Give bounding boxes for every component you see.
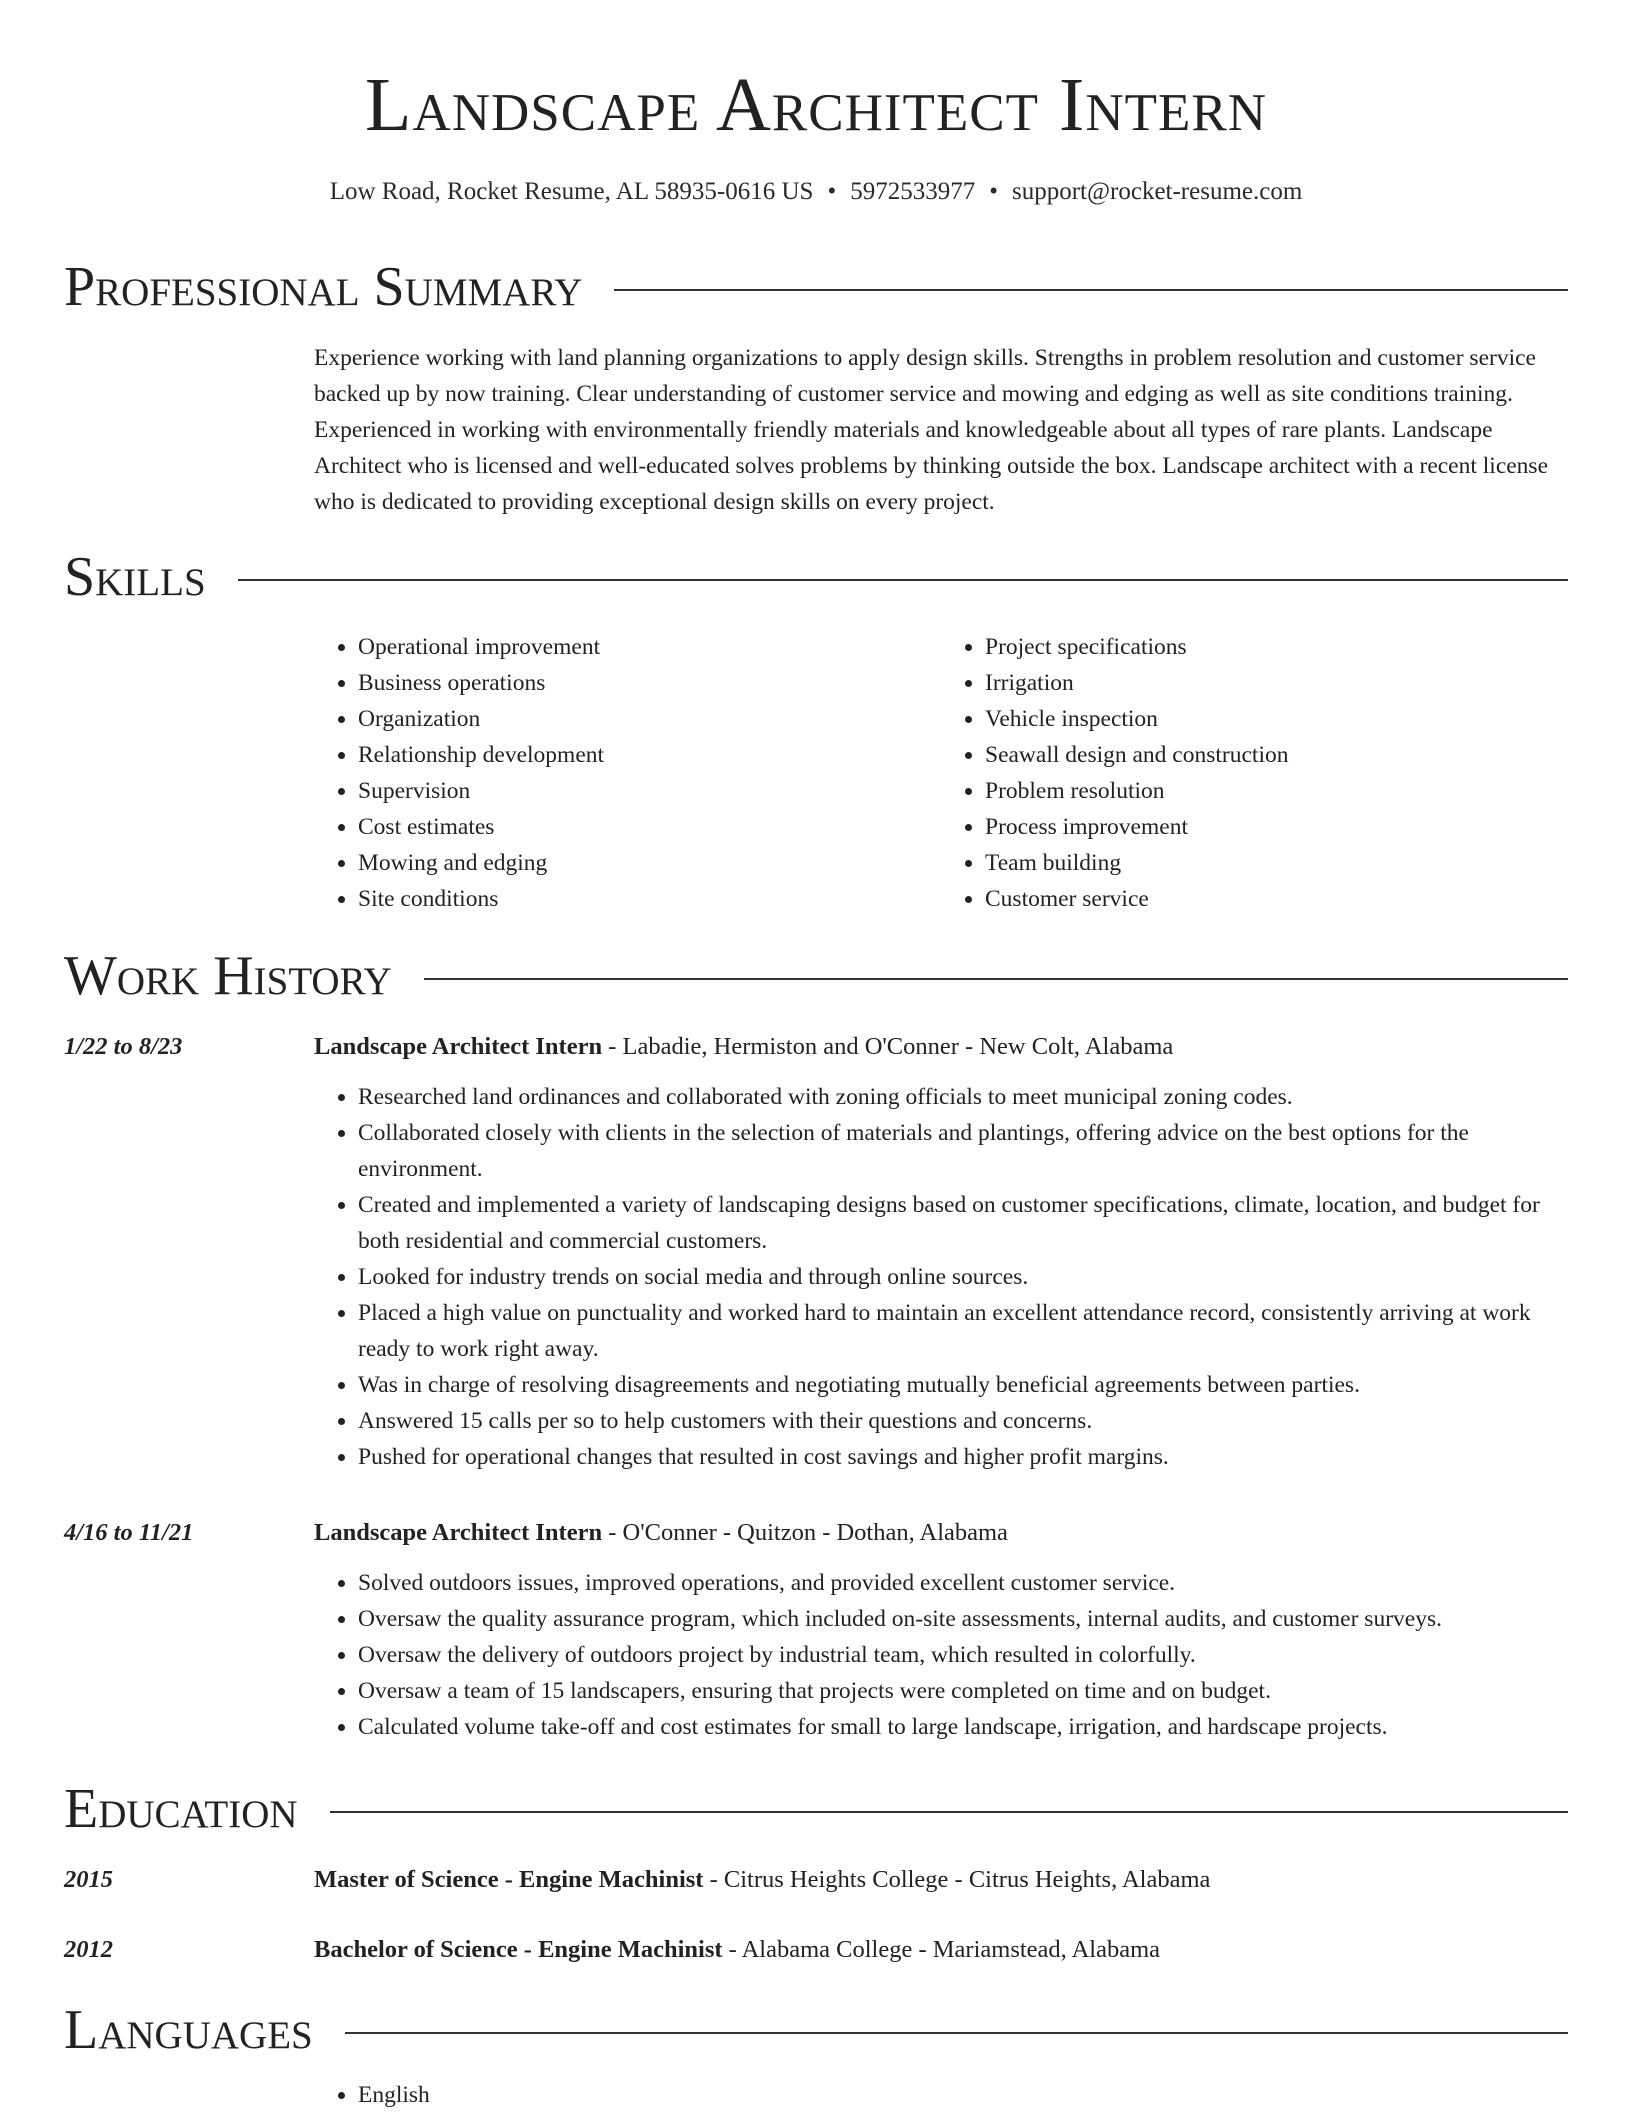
education-line: [314, 1862, 1568, 1898]
job-bullet: • Collaborated closely with clients in the selection of materials and plantings, offering advice on the best options for the environment.: [358, 1115, 1568, 1187]
job-bullet: • Oversaw the quality assurance program, which included on-site assessments, internal audits, and customer surveys.: [358, 1601, 1568, 1637]
skills-section: [64, 544, 1568, 912]
skills-column-left: [314, 629, 941, 917]
summary-body: [314, 340, 1568, 520]
job-role: Landscape Architect Intern: [314, 1519, 603, 1546]
summary-text: Experience working with land planning organizations to apply design skills. Strengths in problem resolution and customer service backed up by now training. Clear understanding of customer service and mowing and edging as well as site conditions training. Experienced in working with environmentally friendly materials and knowledgeable about all types of rare plants. Landscape Architect who is licensed and well-educated solves problems by thinking outside the box. Landscape architect with a recent license who is dedicated to providing exceptional design skills on every project.: [314, 345, 1549, 515]
languages-list: [314, 2077, 1568, 2113]
languages-section: [64, 1997, 1568, 2108]
section-title: Education: [64, 1778, 298, 1840]
education-details: - Citrus Heights College - Citrus Heights, Alabama: [703, 1866, 1211, 1893]
job-bullet: • Was in charge of resolving disagreements and negotiating mutually beneficial agreements between parties.: [358, 1367, 1568, 1403]
education-degree: Bachelor of Science - Engine Machinist: [314, 1936, 723, 1963]
job-title-line: [314, 1029, 1568, 1065]
job-dates: 1/22 to 8/23: [64, 1033, 183, 1060]
job-bullet: • Created and implemented a variety of landscaping designs based on customer specifications, climate, location, and budget for both residential and commercial customers.: [358, 1187, 1568, 1259]
job-dates: 4/16 to 11/21: [64, 1519, 194, 1546]
contact-email: support@rocket-resume.com: [1012, 178, 1303, 205]
skill-item: • Site conditions: [358, 881, 941, 917]
candidate-name: Landscape Architect Intern: [365, 63, 1267, 147]
job-entry: [314, 1029, 1568, 1475]
section-header: [64, 254, 1568, 320]
section-divider: [345, 2032, 1568, 2034]
skill-item: • Project specifications: [985, 629, 1568, 665]
skill-item: • Mowing and edging: [358, 845, 941, 881]
job-role: Landscape Architect Intern: [314, 1033, 603, 1060]
language-item: • English: [358, 2077, 1568, 2113]
skill-item: • Team building: [985, 845, 1568, 881]
education-entry: [314, 1862, 1568, 1898]
job-bullet-list: [314, 1565, 1568, 1745]
skill-item: • Process improvement: [985, 809, 1568, 845]
skill-item: • Customer service: [985, 881, 1568, 917]
skill-item: • Cost estimates: [358, 809, 941, 845]
job-bullet: • Researched land ordinances and collaborated with zoning officials to meet municipal zoning codes.: [358, 1079, 1568, 1115]
contact-line: [0, 176, 1632, 208]
skills-list: [314, 629, 1568, 917]
job-details: - O'Conner - Quitzon - Dothan, Alabama: [602, 1519, 1008, 1546]
job-entry: [314, 1515, 1568, 1745]
languages-bullet-list: [314, 2077, 1568, 2113]
skill-item: • Problem resolution: [985, 773, 1568, 809]
skill-item: • Seawall design and construction: [985, 737, 1568, 773]
skills-column-right: [941, 629, 1568, 917]
work-history-section: [64, 943, 1568, 1740]
section-divider: [238, 579, 1568, 581]
job-bullet: • Looked for industry trends on social media and through online sources.: [358, 1259, 1568, 1295]
job-bullet: • Answered 15 calls per so to help customers with their questions and concerns.: [358, 1403, 1568, 1439]
education-year: 2015: [64, 1866, 113, 1893]
section-title: Work History: [64, 945, 392, 1007]
skill-item: • Business operations: [358, 665, 941, 701]
contact-phone: 5972533977: [850, 178, 976, 205]
section-divider: [330, 1811, 1568, 1813]
section-title: Professional Summary: [64, 256, 583, 318]
summary-section: [64, 254, 1568, 515]
job-bullet-list: [314, 1079, 1568, 1475]
section-header: [64, 1776, 1568, 1842]
job-bullet: • Calculated volume take-off and cost estimates for small to large landscape, irrigation, and hardscape projects.: [358, 1709, 1568, 1745]
section-divider: [614, 289, 1568, 291]
contact-separator: •: [827, 178, 837, 205]
education-entry: [314, 1932, 1568, 1968]
job-bullet: • Solved outdoors issues, improved operations, and provided excellent customer service.: [358, 1565, 1568, 1601]
education-line: [314, 1932, 1568, 1968]
section-divider: [424, 978, 1568, 980]
skill-item: • Operational improvement: [358, 629, 941, 665]
section-title: Languages: [64, 1999, 313, 2061]
job-title-line: [314, 1515, 1568, 1551]
skill-item: • Vehicle inspection: [985, 701, 1568, 737]
skill-item: • Relationship development: [358, 737, 941, 773]
section-header: [64, 1997, 1568, 2063]
job-bullet: • Oversaw a team of 15 landscapers, ensuring that projects were completed on time and on budget.: [358, 1673, 1568, 1709]
section-title: Skills: [64, 546, 206, 608]
skill-item: • Irrigation: [985, 665, 1568, 701]
education-year: 2012: [64, 1936, 113, 1963]
education-details: - Alabama College - Mariamstead, Alabama: [722, 1936, 1160, 1963]
skill-item: • Organization: [358, 701, 941, 737]
job-bullet: • Placed a high value on punctuality and worked hard to maintain an excellent attendance record, consistently arriving at work ready to work right away.: [358, 1295, 1568, 1367]
section-header: [64, 544, 1568, 610]
education-section: [64, 1776, 1568, 1963]
contact-separator: •: [989, 178, 998, 205]
section-header: [64, 943, 1568, 1009]
skill-item: • Supervision: [358, 773, 941, 809]
job-bullet: • Pushed for operational changes that resulted in cost savings and higher profit margins.: [358, 1439, 1568, 1475]
contact-address: Low Road, Rocket Resume, AL 58935-0616 US: [329, 178, 814, 205]
education-degree: Master of Science - Engine Machinist: [314, 1866, 704, 1893]
job-details: - Labadie, Hermiston and O'Conner - New Colt, Alabama: [602, 1033, 1174, 1060]
job-bullet: • Oversaw the delivery of outdoors project by industrial team, which resulted in colorfully.: [358, 1637, 1568, 1673]
